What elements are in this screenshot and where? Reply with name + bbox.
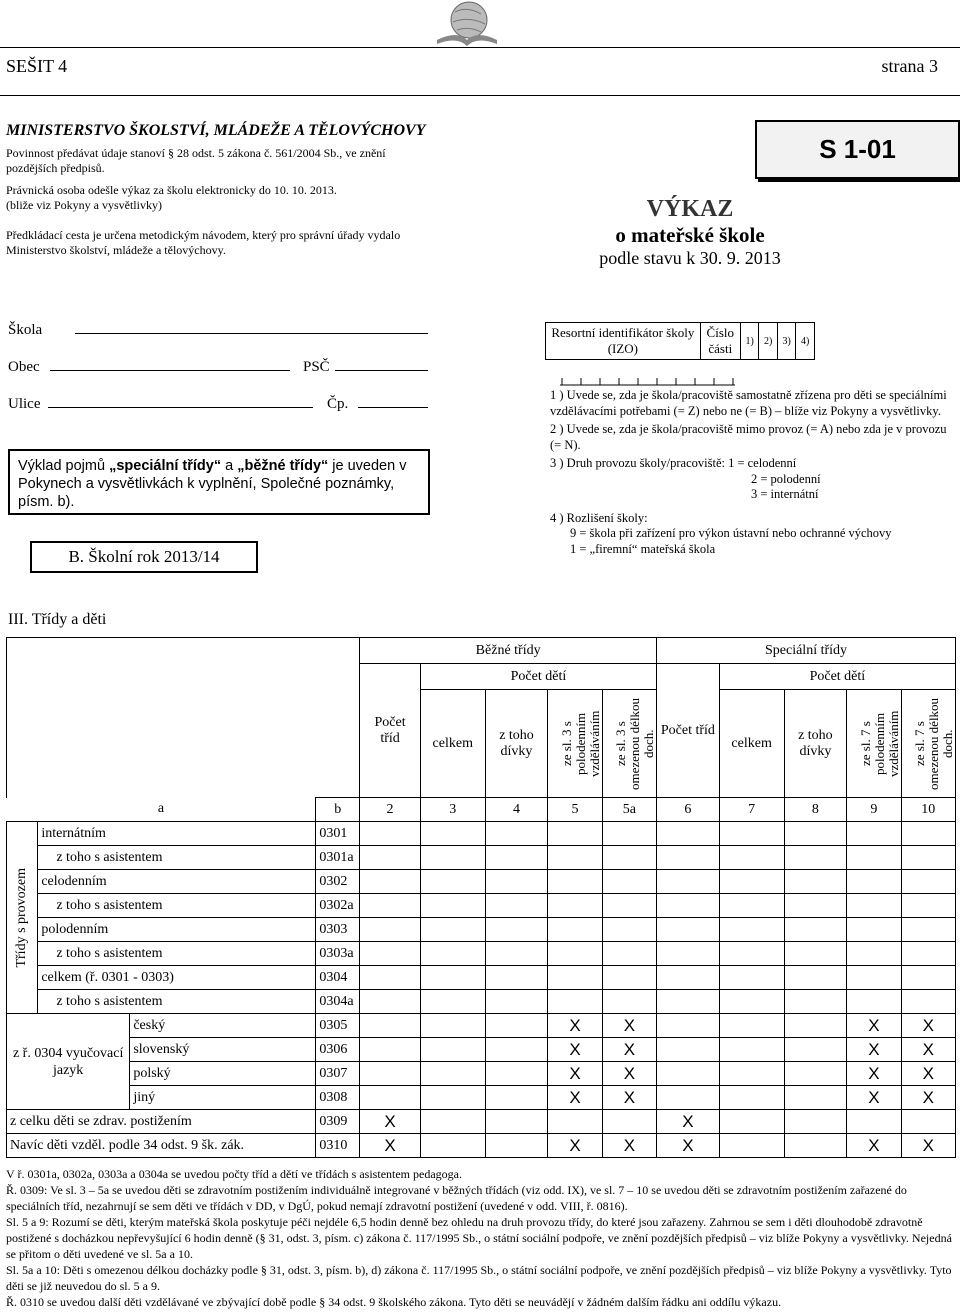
obec-label: Obec <box>8 359 40 375</box>
cp-field[interactable] <box>358 407 428 408</box>
spec-pocet-trid: Počet tříd <box>657 664 720 798</box>
submission-path: Předkládací cesta je určena metodickým návodem, který pro správní úřady vydalo Ministerstvo školství, mládeže a tělovýchovy. <box>6 228 401 257</box>
psc-field[interactable] <box>335 370 428 371</box>
col5-header: ze sl. 3 s polodenním vzděláváním <box>559 710 603 777</box>
row-label: celkem (ř. 0301 - 0303) <box>38 966 316 990</box>
row-code: 0303a <box>316 942 360 966</box>
row-label: polský <box>130 1062 316 1086</box>
row-label: slovenský <box>130 1038 316 1062</box>
x-mark: X <box>847 1086 901 1110</box>
form-code-box: S 1-01 <box>755 120 960 179</box>
row-label: z toho s asistentem <box>38 846 316 870</box>
cislo-casti-label: Číslo části <box>700 323 740 360</box>
sesit-label: SEŠIT 4 <box>6 56 68 76</box>
row-code: 0302a <box>316 894 360 918</box>
language-group-label: z ř. 0304 vyučovací jazyk <box>7 1014 130 1110</box>
school-year-box: B. Školní rok 2013/14 <box>30 541 258 573</box>
x-mark: X <box>602 1134 656 1158</box>
x-mark: X <box>901 1038 955 1062</box>
x-mark: X <box>360 1110 421 1134</box>
x-mark: X <box>901 1086 955 1110</box>
bezne-header: Běžné třídy <box>360 638 657 664</box>
ministry-title: MINISTERSTVO ŠKOLSTVÍ, MLÁDEŽE A TĚLOVÝCHOVY <box>6 122 426 139</box>
row-code: 0304a <box>316 990 360 1014</box>
col-3-label: 3 <box>420 798 485 822</box>
x-mark: X <box>847 1014 901 1038</box>
row-code: 0303 <box>316 918 360 942</box>
footnote: Sl. 5 a 9: Rozumí se děti, kterým mateřská škola poskytuje péči nejdéle 6,5 hodin denně bez ohledu na druh provozu třídy, do které jsou zařazeny. Zahrnou se sem i děti dlouhodobě zdravotně postižené s docházkou nepřevyšující 6 hodin denně (§ 31, odst. 3, písm. c) zákona č. 117/1995 Sb., o státní sociální podpoře, ve znění pozdějších předpisů – viz blíže Pokyny a vysvětlivky. Nejedná se přitom o děti uvedené ve sl. 5a a 10. <box>6 1215 952 1261</box>
izo-digit-ticks[interactable] <box>560 374 740 386</box>
row-code: 0310 <box>316 1134 360 1158</box>
row-label: z celku děti se zdrav. postižením <box>7 1110 316 1134</box>
col-5-label: 5 <box>548 798 602 822</box>
footnote: Ř. 0309: Ve sl. 3 – 5a se uvedou děti se zdravotním postižením individuálně integrované v běžných třídách (viz odd. IX), ve sl. 7 – 10 se uvedou děti se zdravotním postižením zařazené do speciálních tříd, nezahrnují se sem děti ve třídách v DD, v DgÚ, pokud nemají zdravotní postižení (uvedené v odd. VIII, ř. 0816). <box>6 1183 907 1213</box>
x-mark: X <box>602 1014 656 1038</box>
x-mark: X <box>548 1014 602 1038</box>
spec-pocet-deti: Počet dětí <box>719 664 955 690</box>
col10-header: ze sl. 7 s omezenou délkou doch. <box>912 697 956 790</box>
spec-celkem: celkem <box>719 690 784 798</box>
x-mark: X <box>657 1110 720 1134</box>
spec-divky: z toho dívky <box>784 690 847 798</box>
row-label: z toho s asistentem <box>38 894 316 918</box>
bezne-pocet-trid: Počet tříd <box>360 664 421 798</box>
terms-explanation-box: Výklad pojmů „speciální třídy“ a „běžné třídy“ je uveden v Pokynech a vysvětlivkách k vyplnění, Společné poznámky, písm. b). <box>8 449 430 515</box>
col-8-label: 8 <box>784 798 847 822</box>
footnote: V ř. 0301a, 0302a, 0303a a 0304a se uvedou počty tříd a dětí ve třídách s asistentem pedagoga. <box>6 1167 462 1181</box>
col-4-label: 4 <box>485 798 548 822</box>
classes-table <box>6 637 956 1158</box>
row-code: 0309 <box>316 1110 360 1134</box>
row-label: jiný <box>130 1086 316 1110</box>
row-code: 0304 <box>316 966 360 990</box>
col-7-label: 7 <box>719 798 784 822</box>
bezne-pocet-deti: Počet dětí <box>420 664 656 690</box>
x-mark: X <box>602 1038 656 1062</box>
x-mark: X <box>548 1134 602 1158</box>
x-mark: X <box>548 1038 602 1062</box>
row-label: celodenním <box>38 870 316 894</box>
x-mark: X <box>548 1062 602 1086</box>
psc-label: PSČ <box>303 359 330 375</box>
header-rule-top <box>0 47 960 48</box>
globe-book-logo <box>427 0 507 48</box>
side-notes: 1 ) Uvede se, zda je škola/pracoviště samostatně zřízena pro děti se speciálními vzdělávacími potřebami (= Z) nebo ne (= B) – blíže viz Pokyny a vysvětlivky. 2 ) Uvede se, zda je škola/pracoviště mimo provoz (= A) nebo zda je v provozu (= N). 3 ) Druh provozu školy/pracoviště: 1 = celodenní 2 = polodenní 3 = internátní 4 ) Rozlišení školy: 9 = škola při zařízení pro výkon ústavní nebo ochranné výchovy 1 = „firemní“ mateřská škola <box>550 388 947 556</box>
x-mark: X <box>847 1134 901 1158</box>
page-number: strana 3 <box>881 56 938 76</box>
col-5a-label: 5a <box>602 798 656 822</box>
bezne-divky: z toho dívky <box>485 690 548 798</box>
row-label: polodenním <box>38 918 316 942</box>
header-rule-bottom <box>0 95 960 96</box>
row-label: Navíc děti vzděl. podle 34 odst. 9 šk. zák. <box>7 1134 316 1158</box>
col-10-label: 10 <box>901 798 955 822</box>
col-6-label: 6 <box>657 798 720 822</box>
ulice-label: Ulice <box>8 396 41 412</box>
footnote: Sl. 5a a 10: Děti s omezenou délkou docházky podle § 31, odst. 3, písm. b), d) zákona č. 117/1995 Sb., o státní sociální podpoře, ve znění pozdějších předpisů – viz blíže Pokyny a vysvětlivky. Tyto děti se již neuvedou do sl. 5 a 9. <box>6 1263 952 1293</box>
row-code: 0305 <box>316 1014 360 1038</box>
row-code: 0301a <box>316 846 360 870</box>
x-mark: X <box>602 1062 656 1086</box>
skola-field[interactable] <box>75 333 428 334</box>
x-mark: X <box>901 1014 955 1038</box>
x-mark: X <box>548 1086 602 1110</box>
x-mark: X <box>847 1062 901 1086</box>
col5a-header: ze sl. 3 s omezenou délkou doch. <box>613 697 657 790</box>
footnote: Ř. 0310 se uvedou další děti vzdělávané ve zbývající době podle § 34 odst. 9 školského zákona. Tyto děti se neuvádějí v žádném dalším řádku ani oddílu výkazu. <box>6 1295 782 1309</box>
skola-label: Škola <box>8 322 43 338</box>
specialni-header: Speciální třídy <box>657 638 956 664</box>
row-label: internátním <box>38 822 316 846</box>
izo-box: Resortní identifikátor školy (IZO) Číslo části 1) 2) 3) 4) <box>545 322 815 360</box>
row-code: 0308 <box>316 1086 360 1110</box>
row-label: český <box>130 1014 316 1038</box>
col-2-label: 2 <box>360 798 421 822</box>
footnotes <box>6 1166 956 1310</box>
col-9-label: 9 <box>847 798 901 822</box>
row-label: z toho s asistentem <box>38 942 316 966</box>
row-code: 0302 <box>316 870 360 894</box>
bezne-celkem: celkem <box>420 690 485 798</box>
side-label: Třídy s provozem <box>14 867 30 968</box>
row-code: 0301 <box>316 822 360 846</box>
ulice-field[interactable] <box>48 407 313 408</box>
x-mark: X <box>657 1134 720 1158</box>
form-title: VÝKAZ o mateřské škole podle stavu k 30. 9. 2013 <box>599 196 781 268</box>
legal-basis: Povinnost předávat údaje stanoví § 28 odst. 5 zákona č. 561/2004 Sb., ve znění pozdějších předpisů. <box>6 146 386 175</box>
col-a-label: a <box>7 798 316 822</box>
section-title: III. Třídy a děti <box>8 611 107 628</box>
deadline-note: Právnická osoba odešle výkaz za školu elektronicky do 10. 10. 2013. (bliže viz Pokyny a vysvětlivky) <box>6 183 337 212</box>
x-mark: X <box>847 1038 901 1062</box>
x-mark: X <box>901 1062 955 1086</box>
x-mark: X <box>360 1134 421 1158</box>
obec-field[interactable] <box>50 370 290 371</box>
izo-label: Resortní identifikátor školy (IZO) <box>546 323 701 360</box>
row-code: 0307 <box>316 1062 360 1086</box>
col-b-label: b <box>316 798 360 822</box>
col9-header: ze sl. 7 s polodenním vzděláváním <box>857 710 901 777</box>
x-mark: X <box>901 1134 955 1158</box>
x-mark: X <box>602 1086 656 1110</box>
row-code: 0306 <box>316 1038 360 1062</box>
cp-label: Čp. <box>327 396 349 412</box>
row-label: z toho s asistentem <box>38 990 316 1014</box>
